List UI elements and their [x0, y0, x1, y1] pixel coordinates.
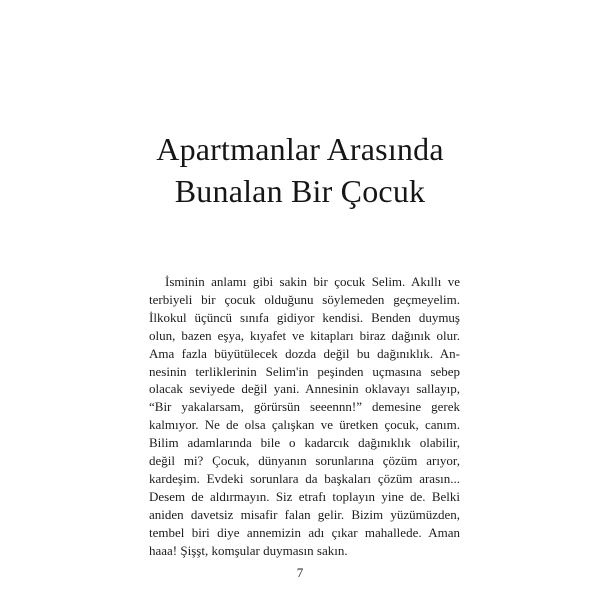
- body-line: kalmıyor. Ne de olsa çalışkan ve üretken çocuk, canım.: [149, 417, 460, 433]
- body-line: kardeşim. Evdeki sorunlara da başkaları çözüm arasın...: [149, 470, 460, 486]
- chapter-title-line-1: Apartmanlar Arasında: [156, 131, 444, 167]
- body-line: değil mi? Çocuk, dünyanın sorunlarına çözüm arıyor,: [149, 453, 460, 469]
- chapter-title-line-2: Bunalan Bir Çocuk: [174, 173, 426, 209]
- body-line: tembel biri diye annemizin adı çıkar mahallede. Aman: [149, 524, 460, 540]
- body-line: aniden davetsiz misafir falan gelir. Bizim yüzümüzden,: [149, 506, 460, 522]
- page-number: 7: [296, 565, 304, 580]
- body-line: Desem de aldırmayın. Siz etrafı toplayın yine de. Belki: [149, 488, 460, 504]
- chapter-title: [0, 128, 600, 212]
- body-line: Ama fazla büyütülecek dozda değil bu dağınıklık. An-: [149, 345, 460, 361]
- body-line: haaa! Şişşt, komşular duymasın sakın.: [149, 542, 348, 558]
- body-line: “Bir yakalarsam, görürsün seeennn!” demesine gerek: [149, 399, 460, 415]
- body-line: İlkokul üçüncü sınıfa gidiyor kendisi. Benden duymuş: [149, 309, 460, 325]
- body-line: Bilim adamlarında bile o kadarcık dağınıklık olabilir,: [149, 435, 460, 451]
- body-line: nesinin terliklerinin Selim'in peşinden uçmasına sebep: [149, 363, 460, 379]
- body-line: olun, bazen eşya, kıyafet ve kitapları biraz dağınık olur.: [149, 327, 460, 343]
- body-line: olacak seviyede değil yani. Annesinin oklavayı sallayıp,: [149, 381, 460, 397]
- body-line: terbiyeli bir çocuk olduğunu söylemeden geçmeyelim.: [149, 291, 460, 307]
- body-line: İsminin anlamı gibi sakin bir çocuk Selim. Akıllı ve: [165, 274, 460, 289]
- body-paragraph: [149, 273, 460, 560]
